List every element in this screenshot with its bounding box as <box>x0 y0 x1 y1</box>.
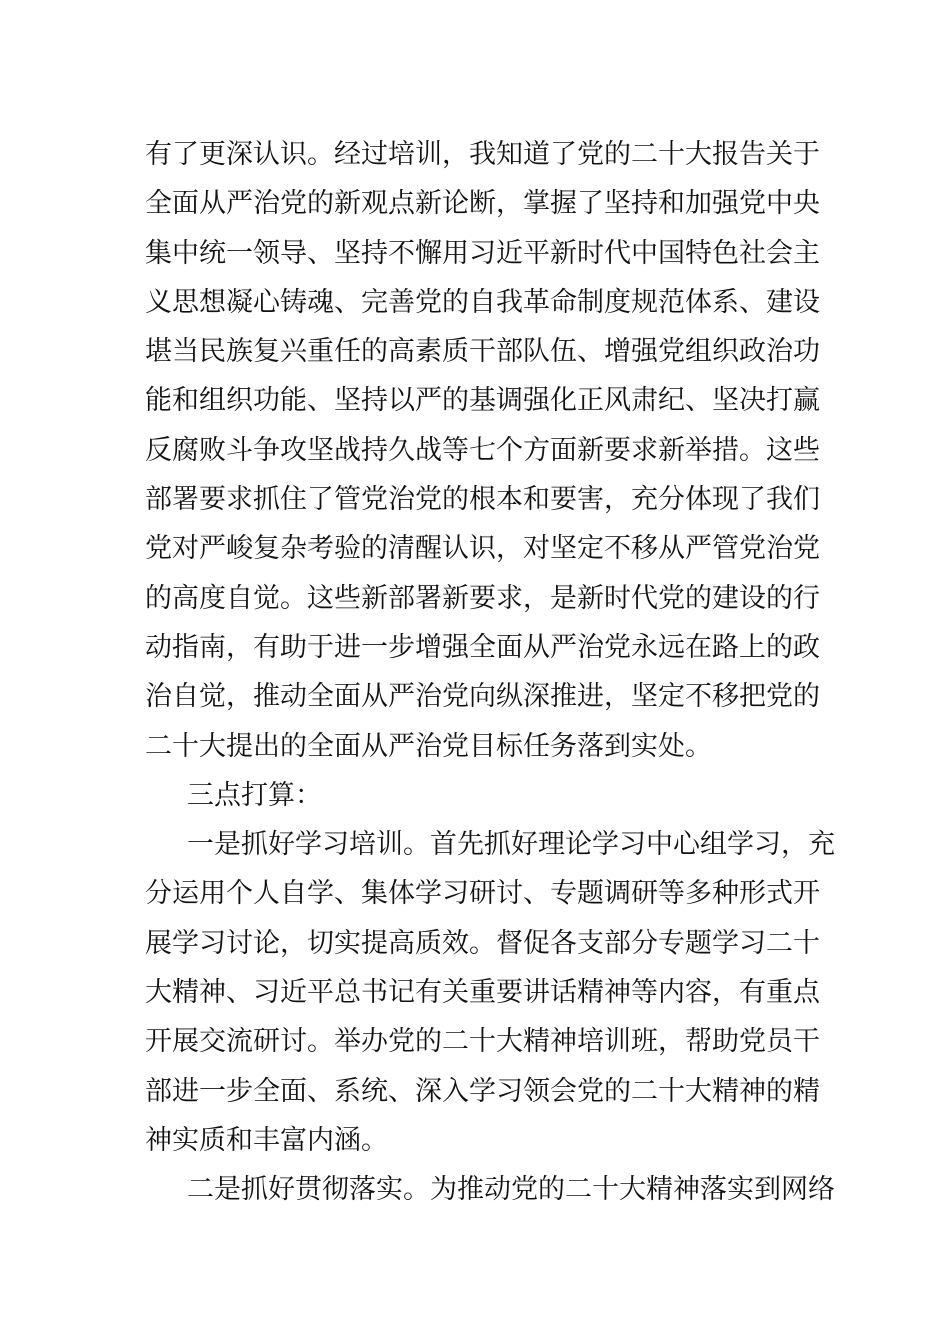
text-line: 有了更深认识。经过培训，我知道了党的二十大报告关于 <box>145 139 820 170</box>
text-line: 集中统一领导、坚持不懈用习近平新时代中国特色社会主 <box>145 237 820 269</box>
text-line: 动指南，有助于进一步增强全面从严治党永远在路上的政 <box>145 631 820 663</box>
paragraph <box>145 771 810 820</box>
text-line: 堪当民族复兴重任的高素质干部队伍、增强党组织政治功 <box>145 336 820 368</box>
paragraph <box>145 1165 835 1214</box>
paragraph <box>145 820 835 1165</box>
text-line: 神实质和丰富内涵。 <box>145 1124 388 1156</box>
text-line: 治自觉，推动全面从严治党向纵深推进，坚定不移把党的 <box>145 681 820 713</box>
text-line: 开展交流研讨。举办党的二十大精神培训班，帮助党员干 <box>145 1026 820 1058</box>
text-line: 二是抓好贯彻落实。为推动党的二十大精神落实到网络 <box>187 1174 835 1206</box>
text-line: 反腐败斗争攻坚战持久战等七个方面新要求新举措。这些 <box>145 434 820 466</box>
text-line: 二十大提出的全面从严治党目标任务落到实处。 <box>145 730 712 762</box>
text-line: 能和组织功能、坚持以严的基调强化正风肃纪、坚决打赢 <box>145 385 820 417</box>
document-page <box>145 130 835 1215</box>
text-line: 部署要求抓住了管党治党的根本和要害，充分体现了我们 <box>145 484 820 516</box>
text-line: 大精神、习近平总书记有关重要讲话精神等内容，有重点 <box>145 977 820 1009</box>
document-body <box>145 130 835 1215</box>
text-line: 义思想凝心铸魂、完善党的自我革命制度规范体系、建设 <box>145 286 820 318</box>
text-line: 党对严峻复杂考验的清醒认识，对坚定不移从严管党治党 <box>145 533 820 565</box>
text-line: 部进一步全面、系统、深入学习领会党的二十大精神的精 <box>145 1075 820 1107</box>
paragraph <box>145 130 820 771</box>
text-line: 全面从严治党的新观点新论断，掌握了坚持和加强党中央 <box>145 188 820 220</box>
text-line: 一是抓好学习培训。首先抓好理论学习中心组学习，充 <box>187 829 835 861</box>
text-line: 分运用个人自学、集体学习研讨、专题调研等多种形式开 <box>145 878 820 910</box>
text-line: 展学习讨论，切实提高质效。督促各支部分专题学习二十 <box>145 927 820 959</box>
text-line: 的高度自觉。这些新部署新要求，是新时代党的建设的行 <box>145 582 820 614</box>
text-line: 三点打算： <box>187 779 322 811</box>
